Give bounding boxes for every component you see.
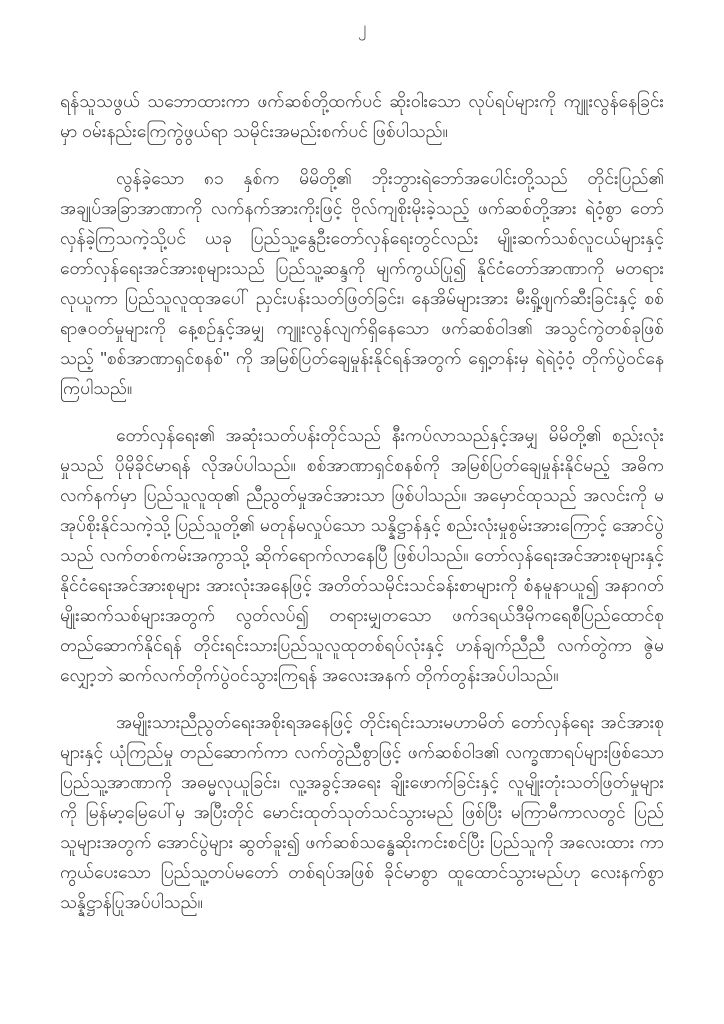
- page-number: ၂: [357, 18, 367, 37]
- paragraph-continuation: ရန်သူသဖွယ် သဘောထားကာ ဖက်ဆစ်တို့ထက်ပင် ဆိုးဝါးသော လုပ်ရပ်များကို ကျူးလွန်နေခြင်းမှာ ဝမ်းနည်းကြေကွဲဖွယ်ရာ သမိုင်းအမည်းစက်ပင် ဖြစ်ပါသည်။: [60, 91, 664, 141]
- paragraph-unity-call: တော်လှန်ရေး၏ အဆုံးသတ်ပန်းတိုင်သည် နီးကပ်လာသည်နှင့်အမျှ မိမိတို့၏ စည်းလုံးမှုသည် ပိုမိုခိုင်မာရန် လိုအပ်ပါသည်။ စစ်အာဏာရှင်စနစ်ကို အမြစ်ပြတ်ချေမှုန်းနိုင်မည့် အဓိကလက်နက်မှာ ပြည်သူလူထု၏ ညီညွတ်မှုအင်အားသာ ဖြစ်ပါသည်။ အမှောင်ထုသည် အလင်းကို မအုပ်စိုးနိုင်သကဲ့သို့ ပြည်သူတို့၏ မတုန်မလှုပ်သော သန္နိဋ္ဌာန်နှင့် စည်းလုံးမှုစွမ်းအားကြောင့် အောင်ပွဲသည် လက်တစ်ကမ်းအကွာသို့ ဆိုက်ရောက်လာနေပြီ ဖြစ်ပါသည်။ တော်လှန်ရေးအင်အားစုများနှင့် နိုင်ငံရေးအင်အားစုများ အားလုံးအနေဖြင့် အတိတ်သမိုင်းသင်ခန်းစာများကို စံနမူနာယူ၍ အနာဂတ်မျိုးဆက်သစ်များအတွက် လွတ်လပ်၍ တရားမျှတသော ဖက်ဒရယ်ဒီမိုကရေစီပြည်ထောင်စု တည်ဆောက်နိုင်ရန် တိုင်းရင်းသားပြည်သူလူထုတစ်ရပ်လုံးနှင့် ဟန်ချက်ညီညီ လက်တွဲကာ ဇွဲမလျှော့ဘဲ ဆက်လက်တိုက်ပွဲဝင်သွားကြရန် အလေးအနက် တိုက်တွန်းအပ်ပါသည်။: [60, 425, 664, 685]
- paragraph-nug-pledge: အမျိုးသားညီညွတ်ရေးအစိုးရအနေဖြင့် တိုင်းရင်းသားမဟာမိတ် တော်လှန်ရေး အင်အားစုများနှင့် ယုံကြည်မှု တည်ဆောက်ကာ လက်တွဲညီစွာဖြင့် ဖက်ဆစ်ဝါဒ၏ လက္ခဏာရပ်များဖြစ်သော ပြည်သူ့အာဏာကို အဓမ္မလုယူခြင်း၊ လူ့အခွင့်အရေး ချိုးဖောက်ခြင်းနှင့် လူမျိုးတုံးသတ်ဖြတ်မှုများကို မြန်မာ့မြေပေါ်မှ အပြီးတိုင် မောင်းထုတ်သုတ်သင်သွားမည် ဖြစ်ပြီး မကြာမီကာလတွင် ပြည်သူများအတွက် အောင်ပွဲများ ဆွတ်ခူး၍ ဖက်ဆစ်သန္ဓေဆိုးကင်းစင်ပြီး ပြည်သူကို အလေးထား ကာကွယ်ပေးသော ပြည်သူ့တပ်မတော် တစ်ရပ်အဖြစ် ခိုင်မာစွာ ထူထောင်သွားမည်ဟု လေးနက်စွာ သန္နိဋ္ဌာန်ပြုအပ်ပါသည်။: [60, 712, 664, 912]
- document-body: [60, 86, 664, 917]
- paragraph-history-resistance: လွန်ခဲ့သော ၈၁ နှစ်က မိမိတို့၏ ဘိုးဘွားရဲဘော်အပေါင်းတို့သည် တိုင်းပြည်၏ အချုပ်အခြာအာဏာကို လက်နက်အားကိုးဖြင့် ဗိုလ်ကျစိုးမိုးခဲ့သည့် ဖက်ဆစ်တို့အား ရဲဝံ့စွာ တော်လှန်ခဲ့ကြသကဲ့သို့ပင် ယခု ပြည်သူ့နွေဦးတော်လှန်ရေးတွင်လည်း မျိုးဆက်သစ်လူငယ်များနှင့် တော်လှန်ရေးအင်အားစုများသည် ပြည်သူ့ဆန္ဒကို မျက်ကွယ်ပြု၍ နိုင်ငံတော်အာဏာကို မတရားလုယူကာ ပြည်သူလူထုအပေါ် ညှင်းပန်းသတ်ဖြတ်ခြင်း၊ နေအိမ်များအား မီးရှို့ဖျက်ဆီးခြင်းနှင့် စစ်ရာဇဝတ်မှုများကို နေ့စဉ်နှင့်အမျှ ကျူးလွန်လျက်ရှိနေသော ဖက်ဆစ်ဝါဒ၏ အသွင်ကွဲတစ်ခုဖြစ်သည့် "စစ်အာဏာရှင်စနစ်" ကို အမြစ်ပြတ်ချေမှုန်းနိုင်ရန်အတွက် ရှေ့တန်းမှ ရဲရဲဝံ့ဝံ့ တိုက်ပွဲဝင်နေကြပါသည်။: [60, 168, 664, 398]
